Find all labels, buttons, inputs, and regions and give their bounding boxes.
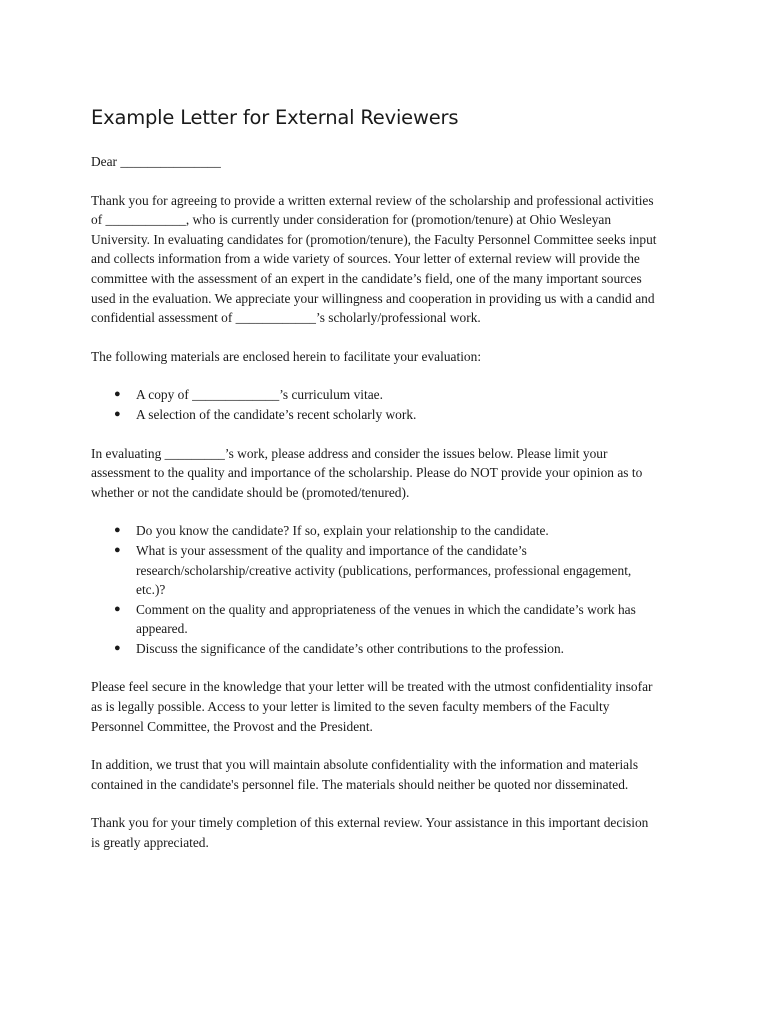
- text-line: University. In evaluating candidates for (promotion/tenure), the Faculty Personnel Committee seeks input: [91, 231, 657, 247]
- text-line: Thank you for your timely completion of this external review. Your assistance in this important decision: [91, 815, 649, 831]
- list-item: [91, 541, 691, 600]
- text-line: used in the evaluation. We appreciate your willingness and cooperation in providing us with a candid and: [91, 290, 655, 306]
- list-item: [91, 639, 691, 659]
- addition-paragraph: [91, 755, 691, 794]
- text-line: In evaluating _________’s work, please address and consider the issues below. Please limit your: [91, 445, 608, 461]
- list-item-text: appeared.: [136, 621, 188, 637]
- list-item-text: Comment on the quality and appropriateness of the venues in which the candidate’s work has: [136, 601, 636, 617]
- bullet-icon: ●: [114, 388, 121, 401]
- bullet-icon: ●: [114, 407, 121, 420]
- text-line: whether or not the candidate should be (promoted/tenured).: [91, 484, 410, 500]
- text-line: committee with the assessment of an expert in the candidate’s field, one of the many important sources: [91, 270, 642, 286]
- list-item-text: etc.)?: [136, 582, 166, 598]
- salutation-text: Dear _______________: [91, 154, 221, 169]
- materials-intro: [91, 347, 691, 367]
- salutation: [91, 152, 691, 172]
- text-line: and collects information from a wide variety of sources. Your letter of external review will provide the: [91, 251, 640, 267]
- text-line: Thank you for agreeing to provide a written external review of the scholarship and professional activities: [91, 192, 654, 208]
- evaluation-paragraph: [91, 444, 691, 503]
- list-item-text: A copy of _____________’s curriculum vitae.: [136, 387, 383, 403]
- text-line: as is legally possible. Access to your letter is limited to the seven faculty members of the Faculty: [91, 699, 610, 715]
- list-item-text: A selection of the candidate’s recent scholarly work.: [136, 406, 417, 422]
- text-line: The following materials are enclosed herein to facilitate your evaluation:: [91, 348, 482, 364]
- materials-list: [91, 385, 691, 424]
- closing-paragraph: [91, 813, 691, 852]
- intro-paragraph: [91, 191, 691, 328]
- list-item-text: Do you know the candidate? If so, explain your relationship to the candidate.: [136, 523, 549, 539]
- letter-body: [91, 152, 691, 872]
- text-line: confidential assessment of ____________’s scholarly/professional work.: [91, 310, 481, 326]
- list-item: [91, 521, 691, 541]
- issues-list: [91, 521, 691, 658]
- list-item-text: Discuss the significance of the candidate’s other contributions to the profession.: [136, 640, 565, 656]
- list-item-text: research/scholarship/creative activity (publications, performances, professional engagement,: [136, 562, 632, 578]
- list-item-text: What is your assessment of the quality and importance of the candidate’s: [136, 542, 527, 558]
- text-line: Personnel Committee, the Provost and the President.: [91, 718, 373, 734]
- bullet-icon: ●: [114, 543, 121, 556]
- text-line: Please feel secure in the knowledge that your letter will be treated with the utmost confidentiality insofar: [91, 679, 653, 695]
- bullet-icon: ●: [114, 641, 121, 654]
- text-line: is greatly appreciated.: [91, 835, 209, 851]
- document-title: Example Letter for External Reviewers: [91, 106, 459, 129]
- list-item: [91, 385, 691, 405]
- bullet-icon: ●: [114, 602, 121, 615]
- list-item: [91, 600, 691, 639]
- list-item: [91, 405, 691, 425]
- confidentiality-paragraph: [91, 677, 691, 736]
- text-line: assessment to the quality and importance of the scholarship. Please do NOT provide your opinion as to: [91, 465, 643, 481]
- text-line: contained in the candidate's personnel file. The materials should neither be quoted nor disseminated.: [91, 776, 629, 792]
- text-line: In addition, we trust that you will maintain absolute confidentiality with the information and materials: [91, 757, 639, 773]
- text-line: of ____________, who is currently under consideration for (promotion/tenure) at Ohio Wesleyan: [91, 212, 612, 228]
- bullet-icon: ●: [114, 524, 121, 537]
